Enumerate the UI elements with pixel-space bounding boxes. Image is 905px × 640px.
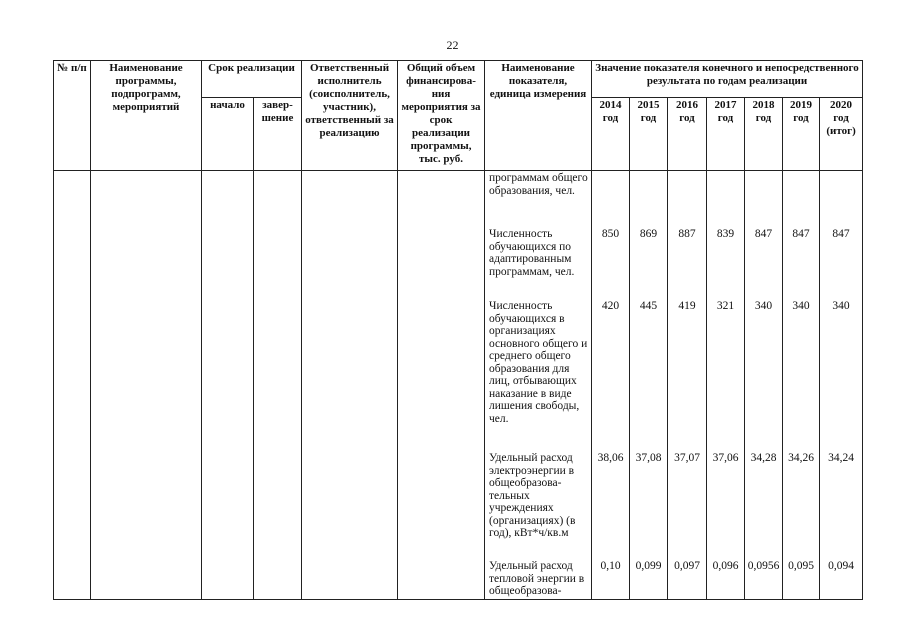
value-cell: 37,08 <box>635 452 662 464</box>
value-cell: 847 <box>792 228 810 240</box>
value-cell: 0,097 <box>674 560 700 572</box>
indicator-text: программам общего образования, чел. <box>489 172 588 197</box>
indicators-table <box>53 60 863 600</box>
value-cell: 34,26 <box>788 452 814 464</box>
value-cell: 37,07 <box>674 452 700 464</box>
value-cell: 420 <box>601 300 620 312</box>
cell-financing <box>398 171 485 600</box>
value-cell: 38,06 <box>597 452 624 464</box>
value-cell: 340 <box>832 300 850 312</box>
value-column <box>592 171 630 600</box>
header-number: № п/п <box>54 61 91 171</box>
value-cell: 0,099 <box>635 560 662 572</box>
header-year: 2019 год <box>783 98 820 171</box>
header-program-name: Наименование программы, подпрограмм, мероприятий <box>91 61 202 171</box>
cell-responsible <box>302 171 398 600</box>
cell-program-name <box>91 171 202 600</box>
value-cell: 0,10 <box>600 560 621 572</box>
header-values: Значение показателя конечного и непосредственного результата по годам реализации <box>592 61 863 98</box>
value-cell: 37,06 <box>712 452 739 464</box>
value-column <box>668 171 707 600</box>
value-column <box>707 171 745 600</box>
header-year: 2017 год <box>707 98 745 171</box>
indicator-text: Удельный расход электроэнергии в общеобразова-тельных учреждениях (организациях) (в год), кВт*ч/кв.м <box>489 452 576 539</box>
value-column <box>820 171 863 600</box>
cell-number <box>54 171 91 600</box>
value-cell: 340 <box>792 300 810 312</box>
value-cell: 847 <box>754 228 773 240</box>
page-number: 22 <box>446 38 459 52</box>
value-cell: 0,096 <box>712 560 739 572</box>
header-financing: Общий объем финансирова-ния мероприятия за срок реализации программы, тыс. руб. <box>398 61 485 171</box>
value-cell: 419 <box>678 300 696 312</box>
header-indicator: Наименование показателя, единица измерения <box>485 61 592 171</box>
value-cell: 839 <box>716 228 735 240</box>
value-cell: 445 <box>639 300 658 312</box>
value-cell: 850 <box>601 228 620 240</box>
header-year: 2016 год <box>668 98 707 171</box>
value-cell: 0,094 <box>828 560 854 572</box>
header-year: 2018 год <box>745 98 783 171</box>
value-cell: 0,095 <box>788 560 814 572</box>
header-year: 2015 год <box>630 98 668 171</box>
header-responsible: Ответственный исполнитель (соисполнитель, участник), ответственный за реализацию <box>302 61 398 171</box>
indicator-text: Численность обучающихся в организациях основного общего и среднего общего образования для лиц, отбывающих наказание в виде лишения свободы, чел. <box>489 300 588 425</box>
value-cell: 34,28 <box>750 452 777 464</box>
header-term-end: завер-шение <box>254 98 302 171</box>
value-cell: 34,24 <box>828 452 854 464</box>
indicator-cell <box>485 171 592 600</box>
value-cell: 847 <box>832 228 850 240</box>
value-cell: 321 <box>716 300 735 312</box>
value-cell: 340 <box>754 300 773 312</box>
value-column <box>783 171 820 600</box>
header-term-start: начало <box>202 98 254 171</box>
header-term: Срок реализации <box>202 61 302 98</box>
cell-term-end <box>254 171 302 600</box>
indicator-text: Удельный расход тепловой энергии в общеобразова- <box>489 560 585 597</box>
indicator-text: Численность обучающихся по адаптированным программам, чел. <box>489 228 575 278</box>
value-cell: 0,0956 <box>747 560 780 572</box>
header-year: 2014 год <box>592 98 630 171</box>
value-column <box>630 171 668 600</box>
value-column <box>745 171 783 600</box>
header-year: 2020 год (итог) <box>820 98 863 171</box>
cell-term-start <box>202 171 254 600</box>
value-cell: 869 <box>639 228 658 240</box>
value-cell: 887 <box>678 228 696 240</box>
